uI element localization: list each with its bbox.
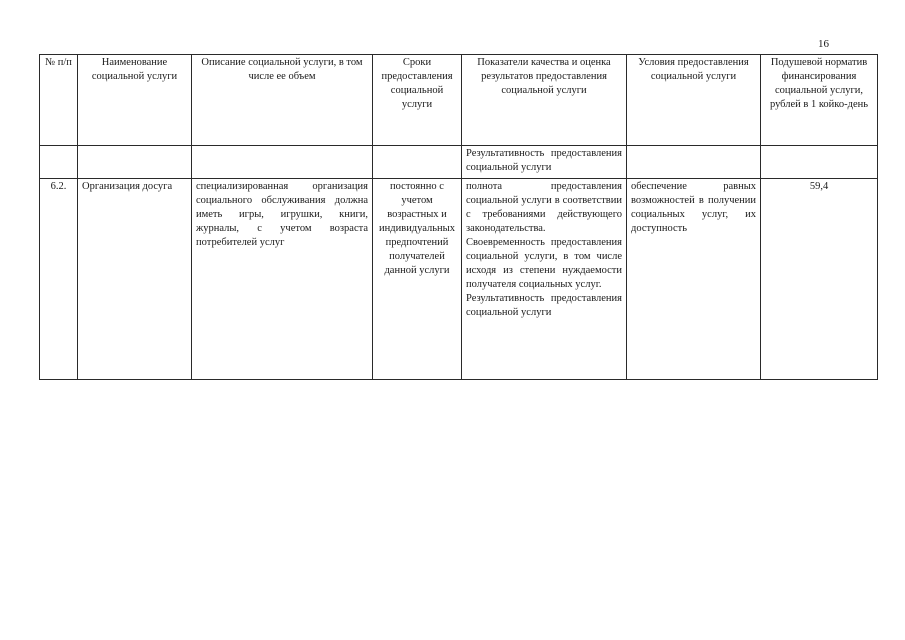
cell-service-name [78,146,192,179]
indicator-timeliness: Своевременность предоставления социальной услуги, в том числе исходя из степени нуждаемости получателя социальных услуг. [466,237,622,290]
header-description: Описание социальной услуги, в том числе ее объем [192,55,373,146]
cell-service-name: Организация досуга [78,179,192,380]
indicator-effectiveness: Результативность предоставления социальной услуги [466,293,622,318]
header-quality-indicators: Показатели качества и оценка результатов предоставления социальной услуги [462,55,627,146]
header-number: № п/п [40,55,78,146]
header-terms: Сроки предоставления социальной услуги [373,55,462,146]
cell-description: специализированная организация социального обслуживания должна иметь игры, игрушки, книги, журналы, с учетом возраста потребителей услуг [192,179,373,380]
social-services-table [39,54,878,380]
cell-funding-norm: 59,4 [761,179,878,380]
indicator-completeness: полнота предоставления социальной услуги в соответствии с требованиями действующего законодательства. [466,181,622,234]
header-conditions: Условия предоставления социальной услуги [627,55,761,146]
cell-quality-indicators: Результативность предоставления социальной услуги [462,146,627,179]
cell-quality-indicators [462,179,627,380]
header-service-name: Наименование социальной услуги [78,55,192,146]
header-funding-norm: Подушевой норматив финансирования социальной услуги, рублей в 1 койко-день [761,55,878,146]
cell-number: 6.2. [40,179,78,380]
cell-terms: постоянно с учетом возрастных и индивидуальных предпочтений получателей данной услуги [373,179,462,380]
page-number: 16 [818,38,829,50]
cell-conditions: обеспечение равных возможностей в получении социальных услуг, их доступность [627,179,761,380]
cell-funding-norm [761,146,878,179]
cell-conditions [627,146,761,179]
cell-terms [373,146,462,179]
cell-number [40,146,78,179]
table-row-continuation [40,146,878,179]
table-row-6-2 [40,179,878,380]
cell-description [192,146,373,179]
table-header-row [40,55,878,146]
